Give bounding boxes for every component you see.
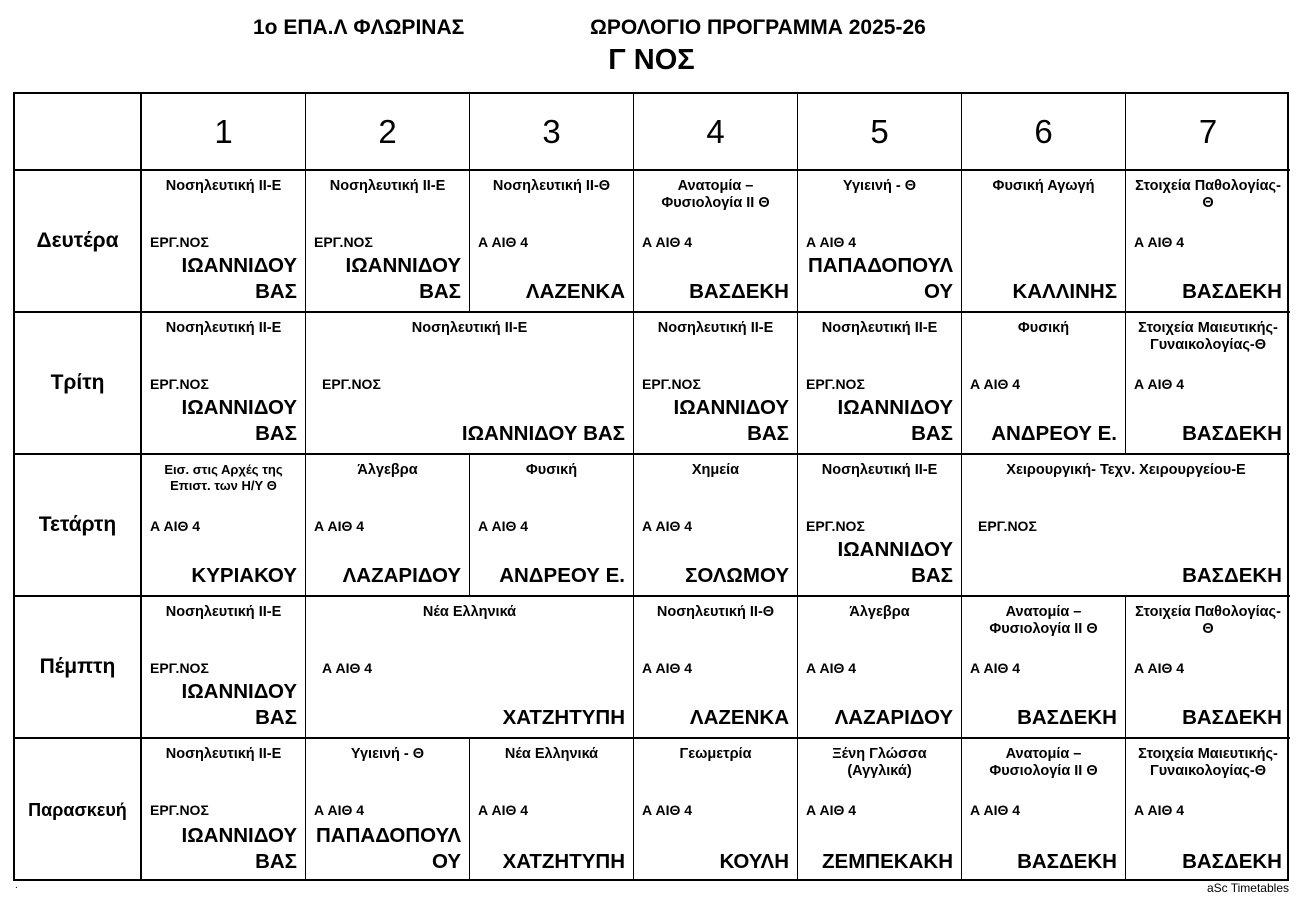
subject-name: Άλγεβρα <box>357 462 418 478</box>
room-label: Α ΑΙΘ 4 <box>806 660 857 676</box>
room-label: Α ΑΙΘ 4 <box>1134 660 1185 676</box>
room-label: Α ΑΙΘ 4 <box>314 802 365 818</box>
teacher-name: ΠΑΠΑΔΟΠΟΥΛΟΥ <box>807 254 953 303</box>
teacher-name: ΛΑΖΕΝΚΑ <box>525 280 625 303</box>
room-label: Α ΑΙΘ 4 <box>806 234 857 250</box>
subject-name: Νοσηλευτική ΙΙ-Θ <box>656 604 775 620</box>
period-header: 2 <box>306 94 470 171</box>
teacher-name: ΑΝΔΡΕΟΥ Ε. <box>991 422 1117 445</box>
teacher-name: ΒΑΣΔΕΚΗ <box>1017 706 1117 729</box>
period-header: 3 <box>470 94 634 171</box>
subject-name: Νοσηλευτική ΙΙ-Θ <box>492 178 611 194</box>
timetable-cell <box>962 313 1126 455</box>
room-label: ΕΡΓ.ΝΟΣ <box>322 376 381 392</box>
subject-name: Νοσηλευτική ΙΙ-Ε <box>821 462 938 478</box>
subject-name: Νοσηλευτική ΙΙ-Ε <box>165 178 282 194</box>
timetable-cell <box>142 597 306 739</box>
day-label: Παρασκευή <box>15 739 142 881</box>
timetable-cell <box>798 171 962 313</box>
period-header: 5 <box>798 94 962 171</box>
subject-name: Υγιεινή - Θ <box>842 178 917 194</box>
room-label: Α ΑΙΘ 4 <box>642 518 693 534</box>
teacher-name: ΚΥΡΙΑΚΟΥ <box>191 564 297 587</box>
timetable-cell <box>798 597 962 739</box>
room-label: ΕΡΓ.ΝΟΣ <box>150 802 209 818</box>
timetable-cell <box>634 171 798 313</box>
timetable-cell <box>634 313 798 455</box>
subject-name: Ανατομία – Φυσιολογία ΙΙ Θ <box>661 178 770 211</box>
room-label: ΕΡΓ.ΝΟΣ <box>314 234 373 250</box>
teacher-name: ΒΑΣΔΕΚΗ <box>1182 280 1282 303</box>
period-header: 4 <box>634 94 798 171</box>
footer-credit: aSc Timetables <box>1206 881 1289 895</box>
room-label: Α ΑΙΘ 4 <box>150 518 201 534</box>
school-name: 1ο ΕΠΑ.Λ ΦΛΩΡΙΝΑΣ <box>253 16 465 39</box>
timetable-cell <box>306 171 470 313</box>
room-label: ΕΡΓ.ΝΟΣ <box>806 376 865 392</box>
day-label: Τρίτη <box>15 313 142 455</box>
timetable-cell <box>306 455 470 597</box>
teacher-name: ΚΑΛΛΙΝΗΣ <box>1012 280 1117 303</box>
timetable-cell <box>470 171 634 313</box>
teacher-name: ΑΝΔΡΕΟΥ Ε. <box>499 564 625 587</box>
teacher-name: ΧΑΤΖΗΤΥΠΗ <box>502 850 625 873</box>
timetable-cell <box>962 739 1126 881</box>
room-label: ΕΡΓ.ΝΟΣ <box>642 376 701 392</box>
room-label: Α ΑΙΘ 4 <box>642 234 693 250</box>
timetable-cell <box>306 597 634 739</box>
subject-name: Νέα Ελληνικά <box>504 746 599 762</box>
teacher-name: ΙΩΑΝΝΙΔΟΥ ΒΑΣ <box>181 824 297 873</box>
timetable-cell <box>470 739 634 881</box>
room-label: Α ΑΙΘ 4 <box>970 376 1021 392</box>
day-label: Τετάρτη <box>15 455 142 597</box>
timetable-cell <box>1126 739 1290 881</box>
teacher-name: ΚΟΥΛΗ <box>719 850 789 873</box>
teacher-name: ΒΑΣΔΕΚΗ <box>1182 564 1282 587</box>
room-label: Α ΑΙΘ 4 <box>478 518 529 534</box>
subject-name: Άλγεβρα <box>849 604 910 620</box>
subject-name: Νοσηλευτική ΙΙ-Ε <box>821 320 938 336</box>
timetable-cell <box>1126 597 1290 739</box>
teacher-name: ΙΩΑΝΝΙΔΟΥ ΒΑΣ <box>837 538 953 587</box>
period-header: 1 <box>142 94 306 171</box>
subject-name: Ανατομία – Φυσιολογία ΙΙ Θ <box>989 746 1098 779</box>
teacher-name: ΙΩΑΝΝΙΔΟΥ ΒΑΣ <box>181 396 297 445</box>
teacher-name: ΛΑΖΕΝΚΑ <box>689 706 789 729</box>
subject-name: Χημεία <box>691 462 740 478</box>
subject-name: Φυσική <box>1017 320 1070 336</box>
teacher-name: ΧΑΤΖΗΤΥΠΗ <box>502 706 625 729</box>
room-label: ΕΡΓ.ΝΟΣ <box>150 234 209 250</box>
timetable-grid <box>13 92 1289 881</box>
room-label: Α ΑΙΘ 4 <box>314 518 365 534</box>
room-label: Α ΑΙΘ 4 <box>970 802 1021 818</box>
subject-name: Εισ. στις Αρχές της Επιστ. των Η/Υ Θ <box>164 462 283 493</box>
subject-name: Χειρουργική- Τεχν. Χειρουργείου-Ε <box>1006 462 1246 478</box>
room-label: ΕΡΓ.ΝΟΣ <box>150 376 209 392</box>
teacher-name: ΙΩΑΝΝΙΔΟΥ ΒΑΣ <box>181 680 297 729</box>
header-corner <box>15 94 142 171</box>
timetable-cell <box>1126 313 1290 455</box>
teacher-name: ΙΩΑΝΝΙΔΟΥ ΒΑΣ <box>837 396 953 445</box>
teacher-name: ΙΩΑΝΝΙΔΟΥ ΒΑΣ <box>181 254 297 303</box>
footer-dot: . <box>15 880 18 891</box>
subject-name: Νοσηλευτική ΙΙ-Ε <box>165 746 282 762</box>
subject-name: Νοσηλευτική ΙΙ-Ε <box>657 320 774 336</box>
room-label: Α ΑΙΘ 4 <box>1134 802 1185 818</box>
timetable-cell <box>306 739 470 881</box>
subject-name: Φυσική <box>525 462 578 478</box>
room-label: Α ΑΙΘ 4 <box>322 660 373 676</box>
timetable-cell <box>1126 171 1290 313</box>
timetable-cell <box>634 597 798 739</box>
subject-name: Στοιχεία Παθολογίας-Θ <box>1135 178 1281 211</box>
timetable-cell <box>634 739 798 881</box>
teacher-name: ΛΑΖΑΡΙΔΟΥ <box>834 706 953 729</box>
subject-name: Νοσηλευτική ΙΙ-Ε <box>165 604 282 620</box>
timetable-cell <box>470 455 634 597</box>
room-label: ΕΡΓ.ΝΟΣ <box>806 518 865 534</box>
teacher-name: ΖΕΜΠΕΚΑΚΗ <box>822 850 953 873</box>
room-label: ΕΡΓ.ΝΟΣ <box>150 660 209 676</box>
document-title: ΩΡΟΛΟΓΙΟ ΠΡΟΓΡΑΜΜΑ 2025-26 <box>590 16 926 39</box>
subject-name: Στοιχεία Μαιευτικής-Γυναικολογίας-Θ <box>1138 746 1278 779</box>
teacher-name: ΙΩΑΝΝΙΔΟΥ ΒΑΣ <box>345 254 461 303</box>
period-header: 6 <box>962 94 1126 171</box>
timetable-cell <box>962 597 1126 739</box>
subject-name: Νοσηλευτική ΙΙ-Ε <box>165 320 282 336</box>
class-name: Γ ΝΟΣ <box>608 44 695 76</box>
subject-name: Γεωμετρία <box>679 746 752 762</box>
timetable-cell <box>306 313 634 455</box>
teacher-name: ΒΑΣΔΕΚΗ <box>1182 706 1282 729</box>
room-label: ΕΡΓ.ΝΟΣ <box>978 518 1037 534</box>
subject-name: Νοσηλευτική ΙΙ-Ε <box>329 178 446 194</box>
subject-name: Ξένη Γλώσσα (Αγγλικά) <box>832 746 927 779</box>
teacher-name: ΠΑΠΑΔΟΠΟΥΛΟΥ <box>315 824 461 873</box>
timetable-cell <box>142 455 306 597</box>
timetable-cell <box>798 455 962 597</box>
subject-name: Φυσική Αγωγή <box>992 178 1095 194</box>
subject-name: Νοσηλευτική ΙΙ-Ε <box>411 320 528 336</box>
teacher-name: ΒΑΣΔΕΚΗ <box>689 280 789 303</box>
teacher-name: ΒΑΣΔΕΚΗ <box>1182 850 1282 873</box>
room-label: Α ΑΙΘ 4 <box>642 802 693 818</box>
teacher-name: ΙΩΑΝΝΙΔΟΥ ΒΑΣ <box>461 422 625 445</box>
room-label: Α ΑΙΘ 4 <box>970 660 1021 676</box>
teacher-name: ΣΟΛΩΜΟΥ <box>685 564 789 587</box>
subject-name: Υγιεινή - Θ <box>350 746 425 762</box>
subject-name: Στοιχεία Παθολογίας-Θ <box>1135 604 1281 637</box>
room-label: Α ΑΙΘ 4 <box>806 802 857 818</box>
room-label: Α ΑΙΘ 4 <box>1134 234 1185 250</box>
timetable-cell <box>798 739 962 881</box>
timetable-cell <box>142 313 306 455</box>
room-label: Α ΑΙΘ 4 <box>478 802 529 818</box>
timetable-cell <box>142 171 306 313</box>
room-label: Α ΑΙΘ 4 <box>642 660 693 676</box>
teacher-name: ΒΑΣΔΕΚΗ <box>1017 850 1117 873</box>
subject-name: Στοιχεία Μαιευτικής-Γυναικολογίας-Θ <box>1138 320 1278 353</box>
timetable-cell <box>962 171 1126 313</box>
day-label: Πέμπτη <box>15 597 142 739</box>
timetable-cell <box>962 455 1290 597</box>
timetable-cell <box>798 313 962 455</box>
teacher-name: ΛΑΖΑΡΙΔΟΥ <box>342 564 461 587</box>
room-label: Α ΑΙΘ 4 <box>478 234 529 250</box>
subject-name: Νέα Ελληνικά <box>422 604 517 620</box>
teacher-name: ΙΩΑΝΝΙΔΟΥ ΒΑΣ <box>673 396 789 445</box>
timetable-cell <box>634 455 798 597</box>
timetable-cell <box>142 739 306 881</box>
day-label: Δευτέρα <box>15 171 142 313</box>
room-label: Α ΑΙΘ 4 <box>1134 376 1185 392</box>
teacher-name: ΒΑΣΔΕΚΗ <box>1182 422 1282 445</box>
period-header: 7 <box>1126 94 1290 171</box>
subject-name: Ανατομία – Φυσιολογία ΙΙ Θ <box>989 604 1098 637</box>
